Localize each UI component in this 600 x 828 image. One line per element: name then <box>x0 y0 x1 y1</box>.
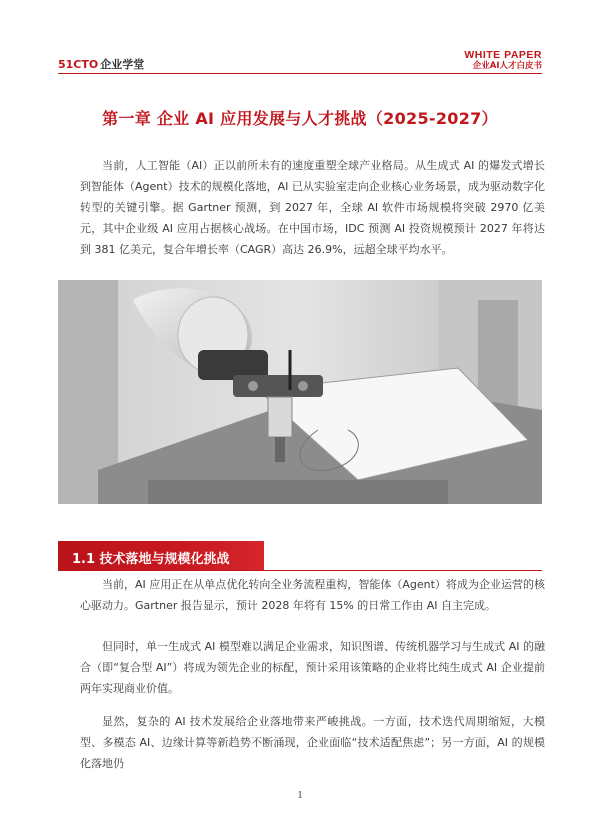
logo-brand: 51CTO <box>58 58 99 71</box>
header-divider <box>58 73 542 74</box>
logo-text: 企业学堂 <box>100 58 145 71</box>
section-heading <box>58 541 264 571</box>
robot-arm-photo <box>58 280 542 504</box>
white-paper-label <box>464 49 542 72</box>
section-paragraph: 显然，复杂的 AI 技术发展给企业落地带来严峻挑战。一方面，技术迭代周期缩短，大模型、多模态 AI、边缘计算等新趋势不断涌现，企业面临“技术适配焦虑”；另一方面，AI 的规模化落地仍 <box>80 715 545 770</box>
chapter-title: 第一章 企业 AI 应用发展与人才挑战（2025-2027） <box>102 109 498 128</box>
section-divider <box>58 570 542 571</box>
logo <box>58 56 144 72</box>
doc-type: WHITE PAPER <box>464 49 542 61</box>
section-title: 1.1 技术落地与规模化挑战 <box>72 552 230 567</box>
section-paragraph: 但同时，单一生成式 AI 模型难以满足企业需求，知识图谱、传统机器学习与生成式 AI 的融合（即“复合型 AI”）将成为领先企业的标配，预计采用该策略的企业将比纯生成式 AI 企业提前两年实现商业价值。 <box>80 640 545 695</box>
page-header <box>0 0 600 70</box>
page-number: 1 <box>297 790 303 801</box>
intro-paragraph: 当前，人工智能（AI）正以前所未有的速度重塑全球产业格局。从生成式 AI 的爆发式增长到智能体（Agent）技术的规模化落地，AI 已从实验室走向企业核心业务场景，成为驱动数字化转型的关键引擎。据 Gartner 预测，到 2027 年，全球 AI 软件市场规模将突破 2970 亿美元，其中企业级 AI 应用占据核心战场。在中国市场，IDC 预测 AI 投资规模预计 2027 年将达到 381 亿美元，复合年增长率（CAGR）高达 26.9%，远超全球平均水平。 <box>80 159 545 256</box>
section-paragraph: 当前，AI 应用正在从单点优化转向全业务流程重构，智能体（Agent）将成为企业运营的核心驱动力。Gartner 报告显示，预计 2028 年将有 15% 的日常工作由 AI 自主完成。 <box>80 578 545 612</box>
doc-subtitle: 企业AI人才白皮书 <box>472 61 542 71</box>
